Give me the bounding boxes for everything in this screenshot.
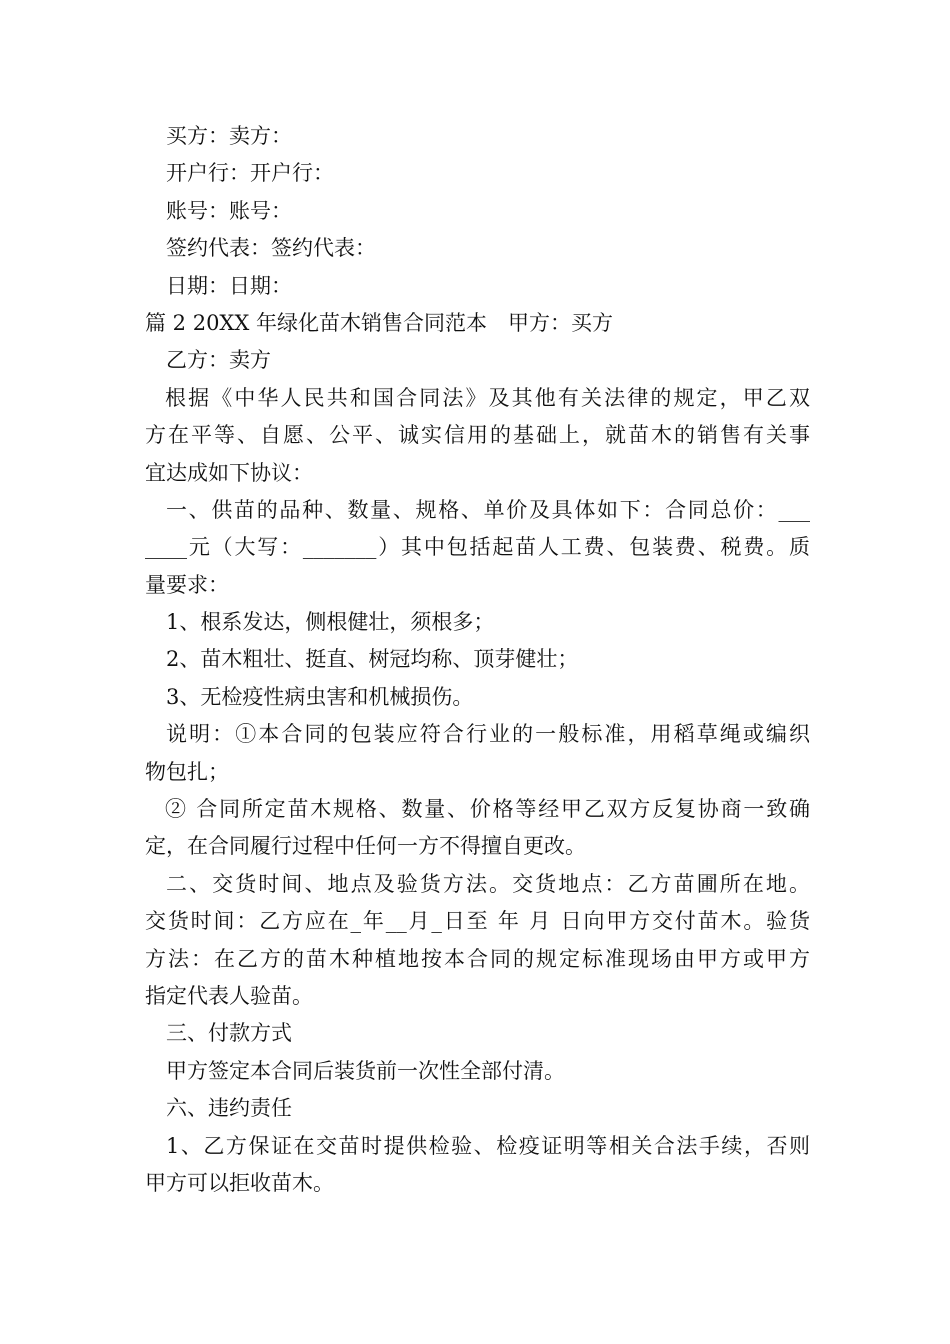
signature-bank-line: 开户行：开户行： <box>166 161 334 186</box>
note-1-line-1: 说明：①本合同的包装应符合行业的一般标准，用稻草绳或编织 <box>166 722 810 747</box>
section-6-item-1-line-1: 1、乙方保证在交苗时提供检验、检疫证明等相关合法手续，否则 <box>166 1133 810 1158</box>
section-2-line-2: 交货时间：乙方应在_年__月_日至 年 月 日向甲方交付苗木。验货 <box>145 909 810 934</box>
section-2-line-4: 指定代表人验苗。 <box>145 983 313 1008</box>
note-2-line-1: ② 合同所定苗木规格、数量、价格等经甲乙双方反复协商一致确 <box>165 797 810 822</box>
quality-item-1: 1、根系发达，侧根健壮，须根多； <box>166 610 495 635</box>
section-3-heading: 三、付款方式 <box>166 1021 292 1046</box>
signature-account-line: 账号：账号： <box>166 198 292 223</box>
signature-buyer-seller-line: 买方：卖方： <box>166 124 292 148</box>
contract-title-line: 篇 2 20XX 年绿化苗木销售合同范本 甲方：买方 <box>145 310 614 335</box>
preamble-line-3: 宜达成如下协议： <box>145 460 313 485</box>
document-body <box>145 118 810 1202</box>
section-3-text: 甲方签定本合同后装货前一次性全部付清。 <box>166 1058 565 1083</box>
section-2-line-3: 方法：在乙方的苗木种植地按本合同的规定标准现场由甲方或甲方 <box>145 946 810 971</box>
quality-item-3: 3、无检疫性病虫害和机械损伤。 <box>166 684 474 709</box>
section-6-heading: 六、违约责任 <box>166 1096 292 1121</box>
section-1-line-2: ____元（大写：_______）其中包括起苗人工费、包装费、税费。质 <box>145 535 810 560</box>
signature-date-line: 日期：日期： <box>166 273 292 298</box>
section-2-line-1: 二、交货时间、地点及验货方法。交货地点：乙方苗圃所在地。 <box>166 871 810 896</box>
section-1-line-1: 一、供苗的品种、数量、规格、单价及具体如下：合同总价：___ <box>166 497 810 522</box>
quality-item-2: 2、苗木粗壮、挺直、树冠均称、顶芽健壮； <box>166 647 579 672</box>
note-1-line-2: 物包扎； <box>145 759 229 784</box>
section-1-line-3: 量要求： <box>145 572 229 597</box>
preamble-line-2: 方在平等、自愿、公平、诚实信用的基础上，就苗木的销售有关事 <box>145 423 810 448</box>
party-b-line: 乙方：卖方 <box>166 348 271 373</box>
signature-representative-line: 签约代表：签约代表： <box>166 236 376 261</box>
note-2-line-2: 定，在合同履行过程中任何一方不得擅自更改。 <box>145 834 586 859</box>
section-6-item-1-line-2: 甲方可以拒收苗木。 <box>145 1170 334 1195</box>
preamble-line-1: 根据《中华人民共和国合同法》及其他有关法律的规定，甲乙双 <box>165 385 810 410</box>
